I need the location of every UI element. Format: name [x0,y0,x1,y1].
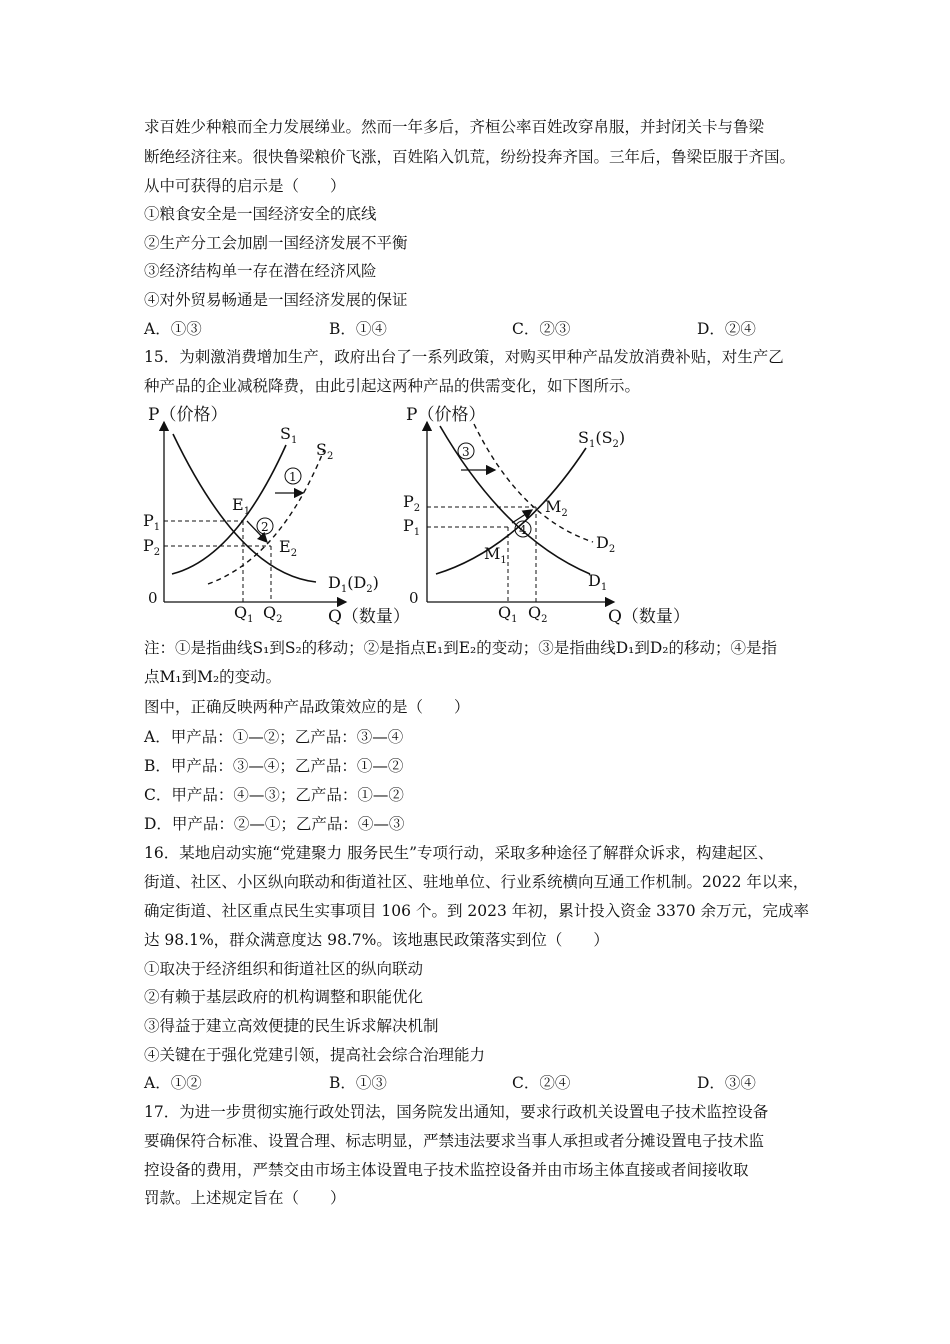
q15-note-line: 注：①是指曲线S₁到S₂的移动；②是指点E₁到E₂的变动；③是指曲线D₁到D₂的移动；④是指 [144,639,778,657]
q2-label: $Q_2$ [528,603,548,625]
q16-text-line: 确定街道、社区重点民生实事项目 106 个。到 2023 年初，累计投入资金 3370 余万元，完成率 [144,902,810,920]
q16-option-b[interactable]: B．①③ [329,1074,387,1092]
q17-text-line: 控设备的费用，严禁交由市场主体设置电子技术监控设备并由市场主体直接或者间接收取 [144,1161,749,1179]
q15-option-d[interactable]: D．甲产品：②—①；乙产品：④—③ [144,815,405,833]
s2-label: $S_2$ [316,440,334,462]
q14-statement-3: ③经济结构单一存在潜在经济风险 [144,262,377,280]
marker-2-label: 2 [261,520,269,534]
q14-text-line: 求百姓少种粮而全力发展绨业。然而一年多后，齐桓公率百姓改穿帛服，并封闭关卡与鲁梁 [144,118,765,136]
d2-label: $D_2$ [596,533,616,555]
q14-text-line: 断绝经济往来。很快鲁梁粮价飞涨，百姓陷入饥荒，纷纷投奔齐国。三年后，鲁梁臣服于齐国。 [144,148,796,166]
q15-question: 图中，正确反映两种产品政策效应的是（ ） [144,698,470,716]
q14-statement-2: ②生产分工会加剧一国经济发展不平衡 [144,234,408,252]
q1-label: $Q_1$ [498,603,518,625]
q16-statement-4: ④关键在于强化党建引领，提高社会综合治理能力 [144,1046,486,1064]
q16-text-line: 16．某地启动实施“党建聚力 服务民生”专项行动，采取多种途径了解群众诉求，构建起区、 [144,844,774,862]
s1-label: $S_1$ [280,424,298,446]
q15-note-line: 点M₁到M₂的变动。 [144,668,282,686]
e2-label: $E_2$ [279,537,298,559]
p2-label: $P_2$ [143,536,161,558]
y-axis-label: P（价格） [148,405,228,425]
demand-curve-d2 [474,424,593,542]
x-axis-label: Q（数量） [608,607,690,627]
q1-label: $Q_1$ [234,603,254,625]
marker-1-label: 1 [289,470,297,484]
p1-label: $P_1$ [143,511,161,533]
q16-question: 达 98.1%，群众满意度达 98.7%。该地惠民政策落实到位（ ） [144,931,609,949]
q16-option-d[interactable]: D．③④ [697,1074,756,1092]
q15-option-c[interactable]: C．甲产品：④—③；乙产品：①—② [144,786,404,804]
q16-statement-3: ③得益于建立高效便捷的民生诉求解决机制 [144,1017,439,1035]
q16-text-line: 街道、社区、小区纵向联动和街道社区、驻地单位、行业系统横向互通工作机制。2022 年以来， [144,873,809,891]
q14-option-b[interactable]: B．①④ [329,320,387,338]
q15-text-line: 15．为刺激消费增加生产，政府出台了一系列政策，对购买甲种产品发放消费补贴，对生产乙 [144,348,784,366]
q15-option-a[interactable]: A．甲产品：①—②；乙产品：③—④ [144,728,404,746]
q14-statement-4: ④对外贸易畅通是一国经济发展的保证 [144,291,408,309]
y-axis-label: P（价格） [406,405,486,425]
q16-option-c[interactable]: C．②④ [512,1074,571,1092]
m1-label: $M_1$ [484,544,507,566]
q15-option-b[interactable]: B．甲产品：③—④；乙产品：①—② [144,757,404,775]
x-axis-label: Q（数量） [328,607,410,627]
q14-option-c[interactable]: C．②③ [512,320,571,338]
s1-s2-label: $S_1(S_2)$ [578,428,626,450]
p1-label: $P_1$ [403,516,421,538]
q17-text-line: 要确保符合标准、设置合理、标志明显，严禁违法要求当事人承担或者分摊设置电子技术监 [144,1132,765,1150]
d1-d2-label: $D_1(D_2)$ [328,573,379,595]
d1-label: $D_1$ [588,571,608,593]
m2-label: $M_2$ [545,497,568,519]
marker-4-label: 4 [519,523,527,537]
q2-label: $Q_2$ [263,603,283,625]
marker-3-label: 3 [462,445,470,459]
q17-question: 罚款。上述规定旨在（ ） [144,1189,346,1207]
q14-option-a[interactable]: A．①③ [144,320,202,338]
q15-text-line: 种产品的企业减税降费，由此引起这两种产品的供需变化，如下图所示。 [144,377,641,395]
supply-demand-graph-product-b [400,398,690,630]
supply-curve-s2 [208,450,324,584]
origin-label: 0 [148,589,158,607]
e1-label: $E_1$ [232,495,251,517]
p2-label: $P_2$ [403,492,421,514]
supply-demand-graph-product-a [140,398,410,630]
q17-text-line: 17．为进一步贯彻实施行政处罚法，国务院发出通知，要求行政机关设置电子技术监控设备 [144,1103,769,1121]
origin-label: 0 [409,589,419,607]
q16-option-a[interactable]: A．①② [144,1074,202,1092]
q16-statement-2: ②有赖于基层政府的机构调整和职能优化 [144,988,424,1006]
q16-statement-1: ①取决于经济组织和街道社区的纵向联动 [144,960,424,978]
q14-question: 从中可获得的启示是（ ） [144,177,346,195]
q14-statement-1: ①粮食安全是一国经济安全的底线 [144,205,377,223]
q14-option-d[interactable]: D．②④ [697,320,756,338]
